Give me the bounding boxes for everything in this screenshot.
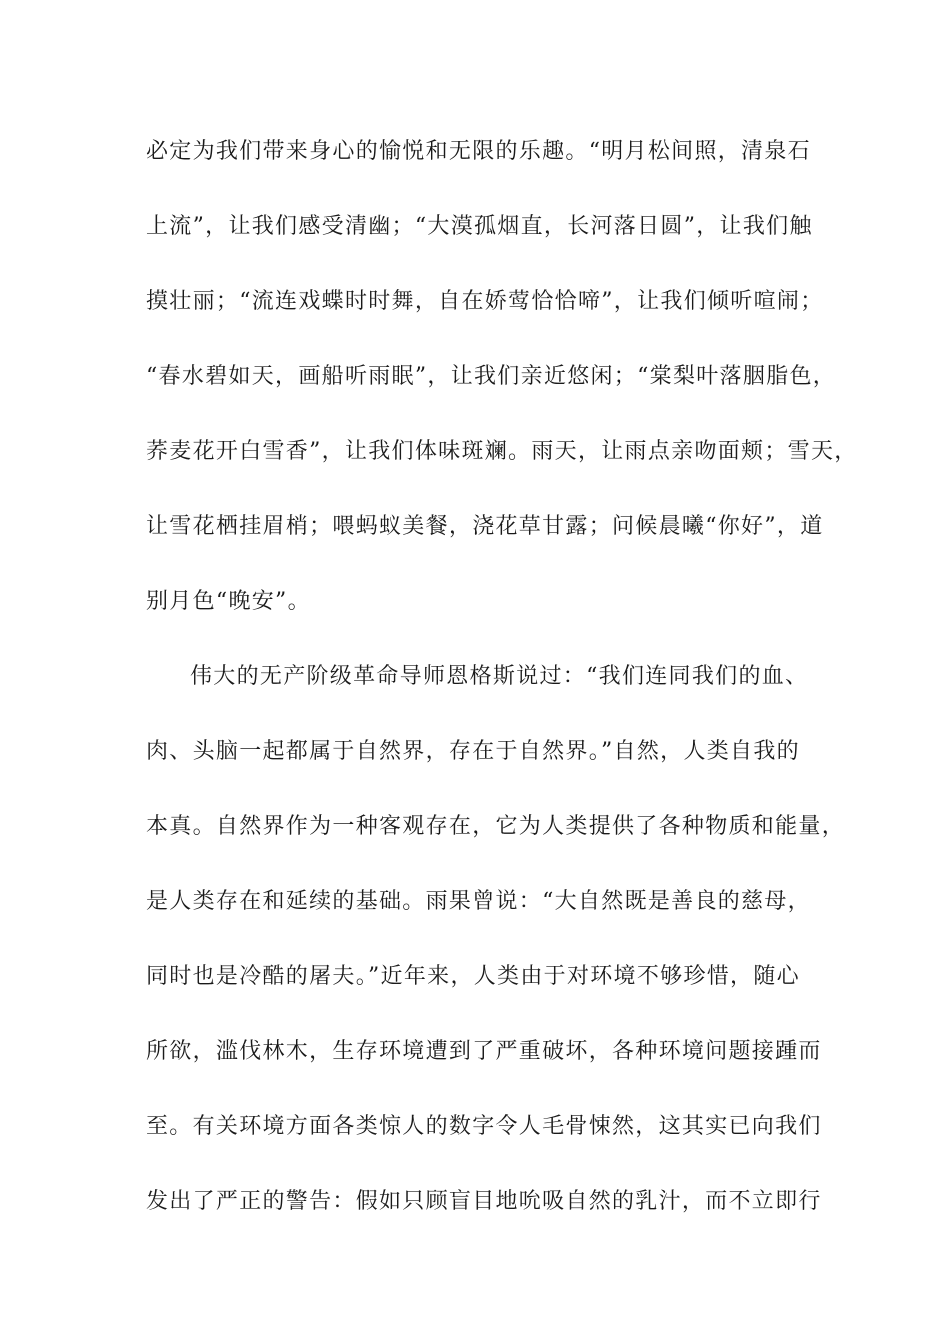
- paragraph-line: 所欲，滥伐林木，生存环境遭到了严重破坏，各种环境问题接踵而: [146, 1039, 822, 1064]
- paragraph-line: 肉、头脑一起都属于自然界，存在于自然界。”自然，人类自我的: [146, 739, 800, 764]
- paragraph-first-line: 伟大的无产阶级革命导师恩格斯说过：“我们连同我们的血、: [190, 664, 809, 689]
- paragraph-line: 发出了严正的警告：假如只顾盲目地吮吸自然的乳汁，而不立即行: [146, 1189, 822, 1214]
- paragraph-line: 本真。自然界作为一种客观存在，它为人类提供了各种物质和能量，: [146, 814, 846, 839]
- paragraph-line: 上流”，让我们感受清幽；“大漠孤烟直，长河落日圆”，让我们触: [146, 214, 813, 239]
- paragraph-line: 同时也是冷酷的屠夫。”近年来，人类由于对环境不够珍惜，随心: [146, 964, 800, 989]
- paragraph-line: 必定为我们带来身心的愉悦和无限的乐趣。“明月松间照，清泉石: [146, 139, 811, 164]
- paragraph-line: 荞麦花开白雪香”，让我们体味斑斓。雨天，让雨点亲吻面颊；雪天，: [146, 439, 858, 464]
- paragraph-line: 摸壮丽；“流连戏蝶时时舞，自在娇莺恰恰啼”，让我们倾听喧闹；: [146, 289, 824, 314]
- paragraph-line: 别月色“晚安”。: [146, 589, 311, 614]
- paragraph-line: 至。有关环境方面各类惊人的数字令人毛骨悚然，这其实已向我们: [146, 1114, 822, 1139]
- paragraph-line: 是人类存在和延续的基础。雨果曾说：“大自然既是善良的慈母，: [146, 889, 811, 914]
- paragraph-line: 让雪花栖挂眉梢；喂蚂蚁美餐，浇花草甘露；问候晨曦“你好”，道: [146, 514, 824, 539]
- paragraph-line: “春水碧如天，画船听雨眠”，让我们亲近悠闲；“棠梨叶落胭脂色，: [146, 364, 837, 389]
